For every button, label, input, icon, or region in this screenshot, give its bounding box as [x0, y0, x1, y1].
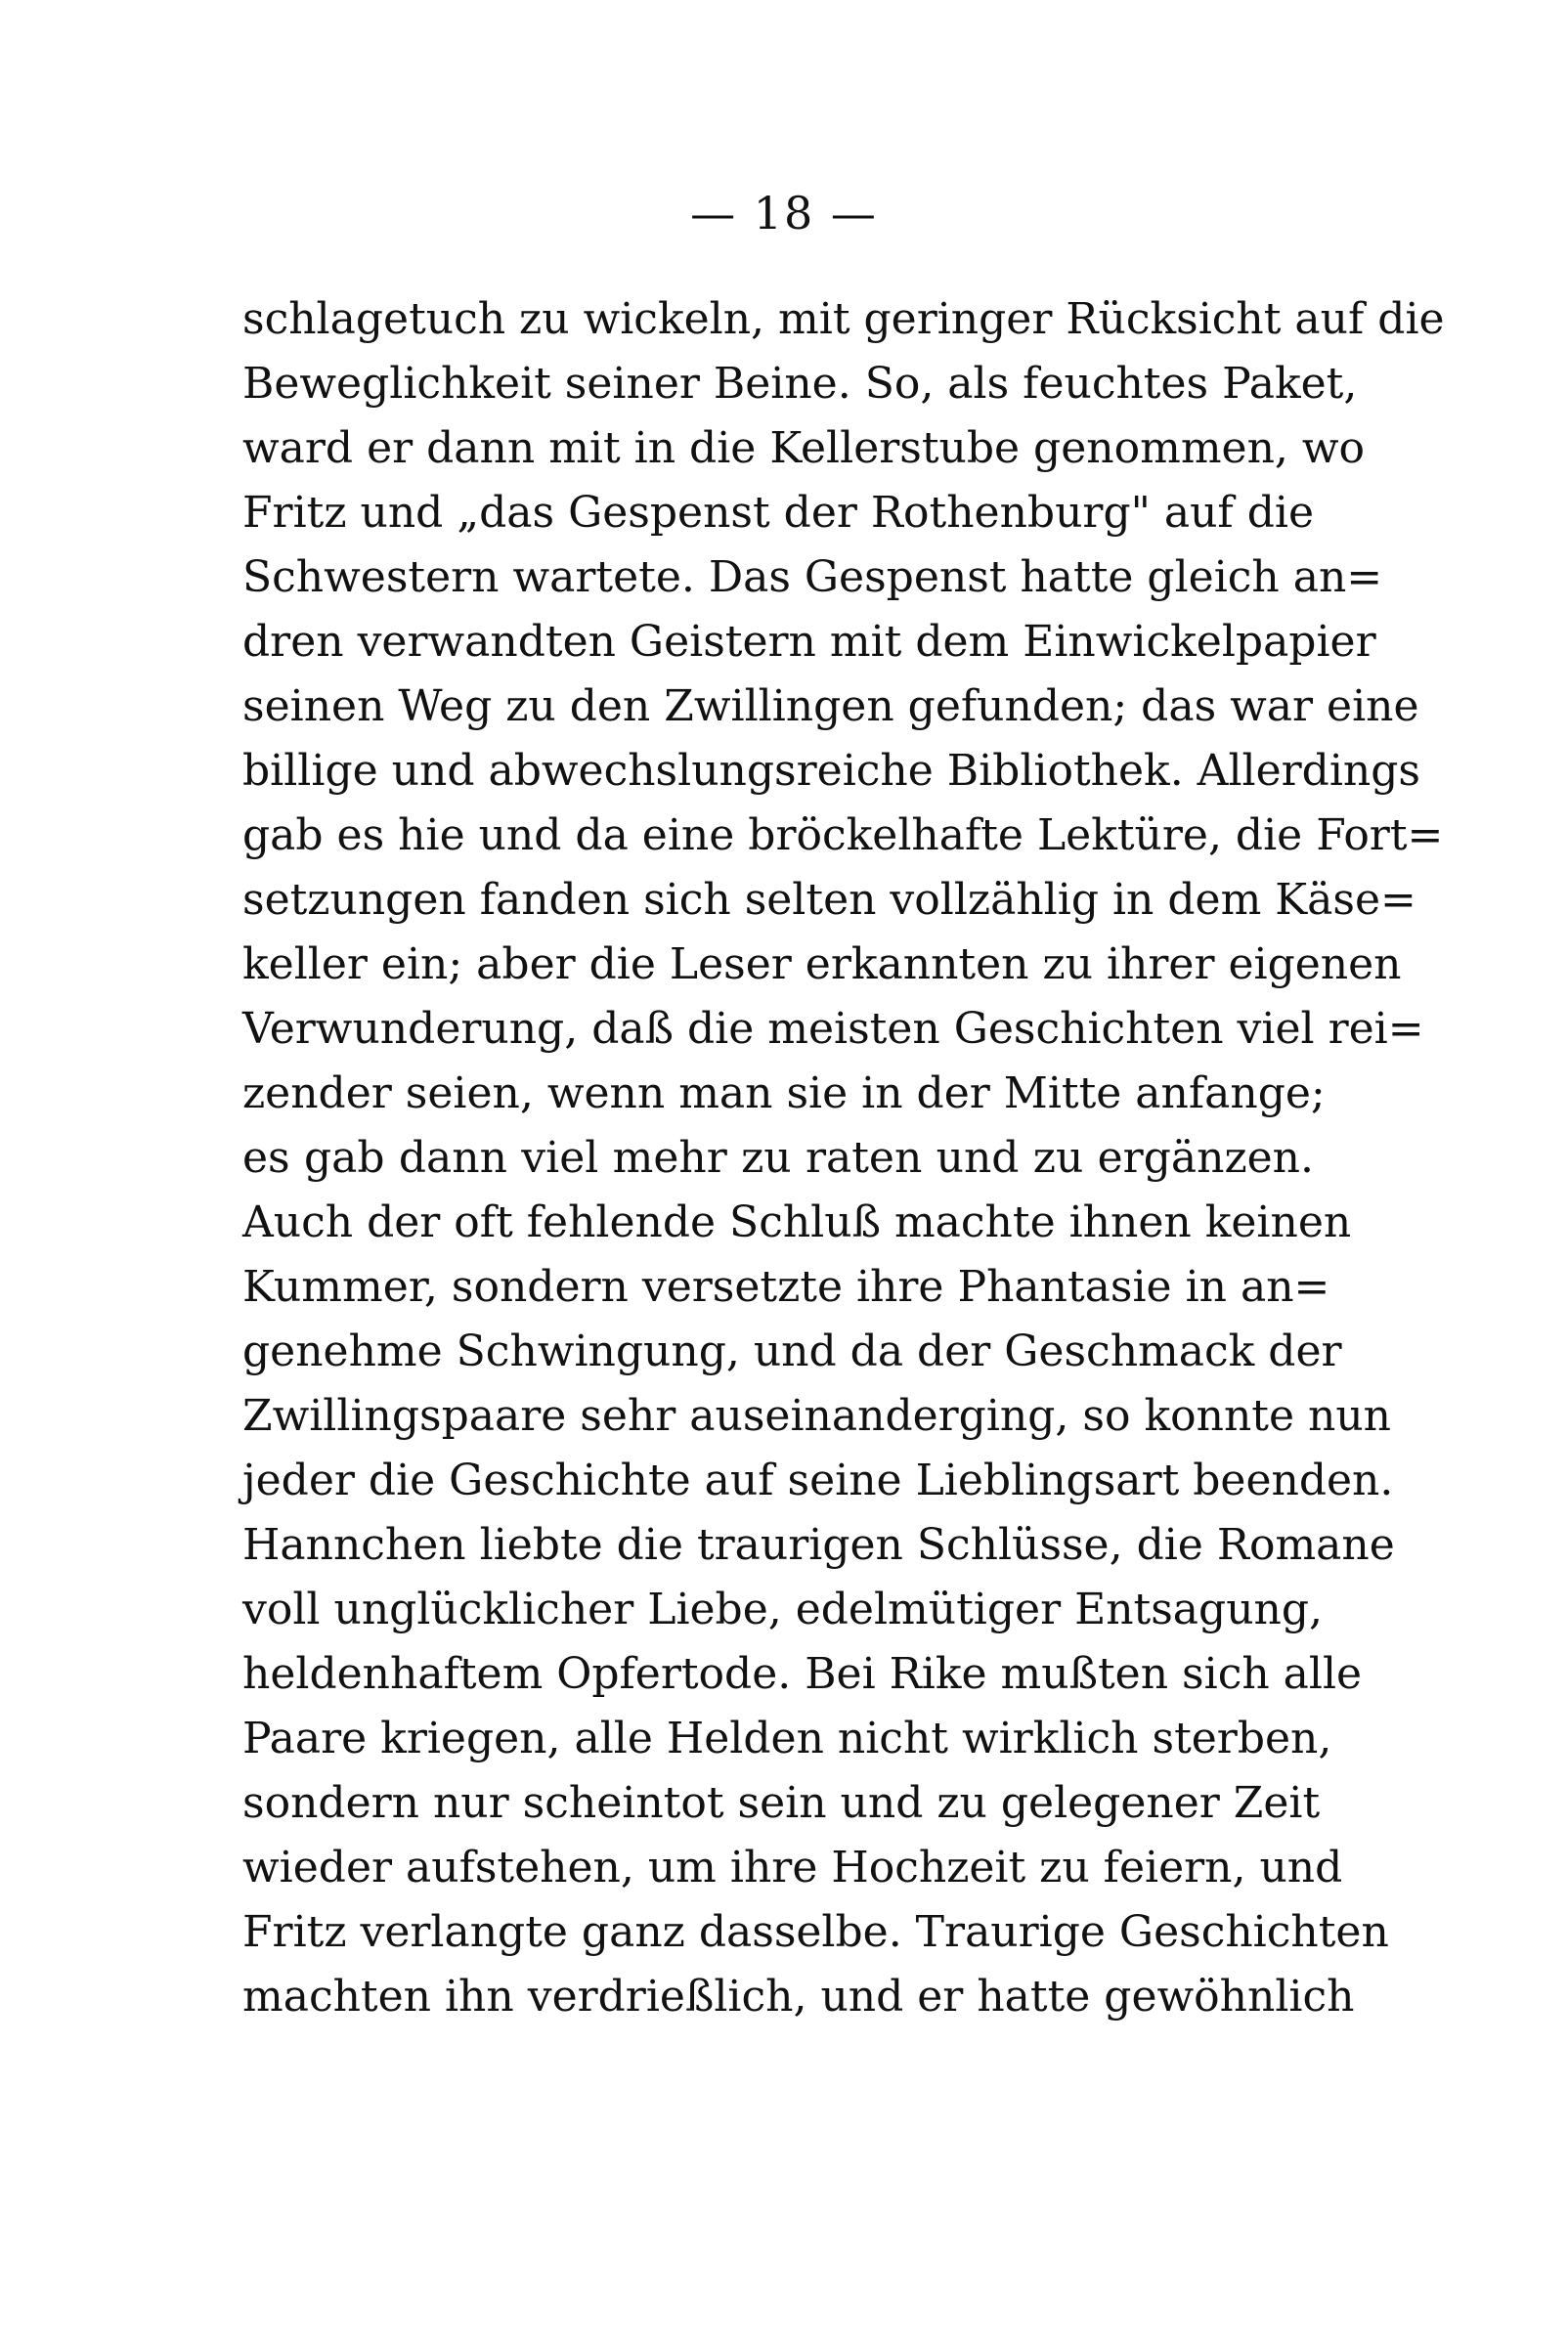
text-line: Beweglichkeit seiner Beine. So, als feuchtes Paket,	[242, 359, 1358, 409]
text-line: Paare kriegen, alle Helden nicht wirklich sterben,	[242, 1714, 1332, 1763]
text-line: schlagetuch zu wickeln, mit geringer Rücksicht auf die	[242, 294, 1445, 344]
text-line: sondern nur scheintot sein und zu gelegener Zeit	[242, 1778, 1321, 1828]
text-line: Verwunderung, daß die meisten Geschichten viel rei=	[242, 1004, 1424, 1054]
text-line: zender seien, wenn man sie in der Mitte anfange;	[242, 1068, 1326, 1118]
text-line: dren verwandten Geistern mit dem Einwickelpapier	[242, 617, 1376, 667]
text-line: genehme Schwingung, und da der Geschmack der	[242, 1327, 1342, 1376]
text-line: setzungen fanden sich selten vollzählig in dem Käse=	[242, 875, 1416, 925]
body-text	[242, 287, 1445, 2029]
text-line: Fritz und „das Gespenst der Rothenburg" auf die	[242, 488, 1314, 538]
text-line: keller ein; aber die Leser erkannten zu ihrer eigenen	[242, 939, 1402, 989]
text-line: Hannchen liebte die traurigen Schlüsse, die Romane	[242, 1520, 1395, 1570]
text-line: Auch der oft fehlende Schluß machte ihnen keinen	[242, 1197, 1352, 1247]
text-line: Zwillingspaare sehr auseinanderging, so konnte nun	[242, 1391, 1392, 1441]
text-line: seinen Weg zu den Zwillingen gefunden; das war eine	[242, 681, 1419, 731]
text-line: machten ihn verdrießlich, und er hatte gewöhnlich	[242, 1972, 1355, 2022]
text-line: heldenhaftem Opfertode. Bei Rike mußten sich alle	[242, 1649, 1363, 1699]
text-line: jeder die Geschichte auf seine Lieblingsart beenden.	[242, 1456, 1394, 1505]
text-line: voll unglücklicher Liebe, edelmütiger Entsagung,	[242, 1585, 1324, 1634]
text-line: es gab dann viel mehr zu raten und zu ergänzen.	[242, 1133, 1314, 1183]
text-line: Schwestern wartete. Das Gespenst hatte gleich an=	[242, 552, 1383, 602]
text-line: Fritz verlangte ganz dasselbe. Traurige Geschichten	[242, 1907, 1389, 1957]
text-line: wieder aufstehen, um ihre Hochzeit zu feiern, und	[242, 1843, 1343, 1892]
text-line: billige und abwechslungsreiche Bibliothek. Allerdings	[242, 746, 1420, 796]
page-number: — 18 —	[690, 187, 878, 239]
text-line: gab es hie und da eine bröckelhafte Lektüre, die Fort=	[242, 810, 1444, 860]
text-line: Kummer, sondern versetzte ihre Phantasie in an=	[242, 1262, 1330, 1312]
text-line: ward er dann mit in die Kellerstube genommen, wo	[242, 423, 1366, 473]
